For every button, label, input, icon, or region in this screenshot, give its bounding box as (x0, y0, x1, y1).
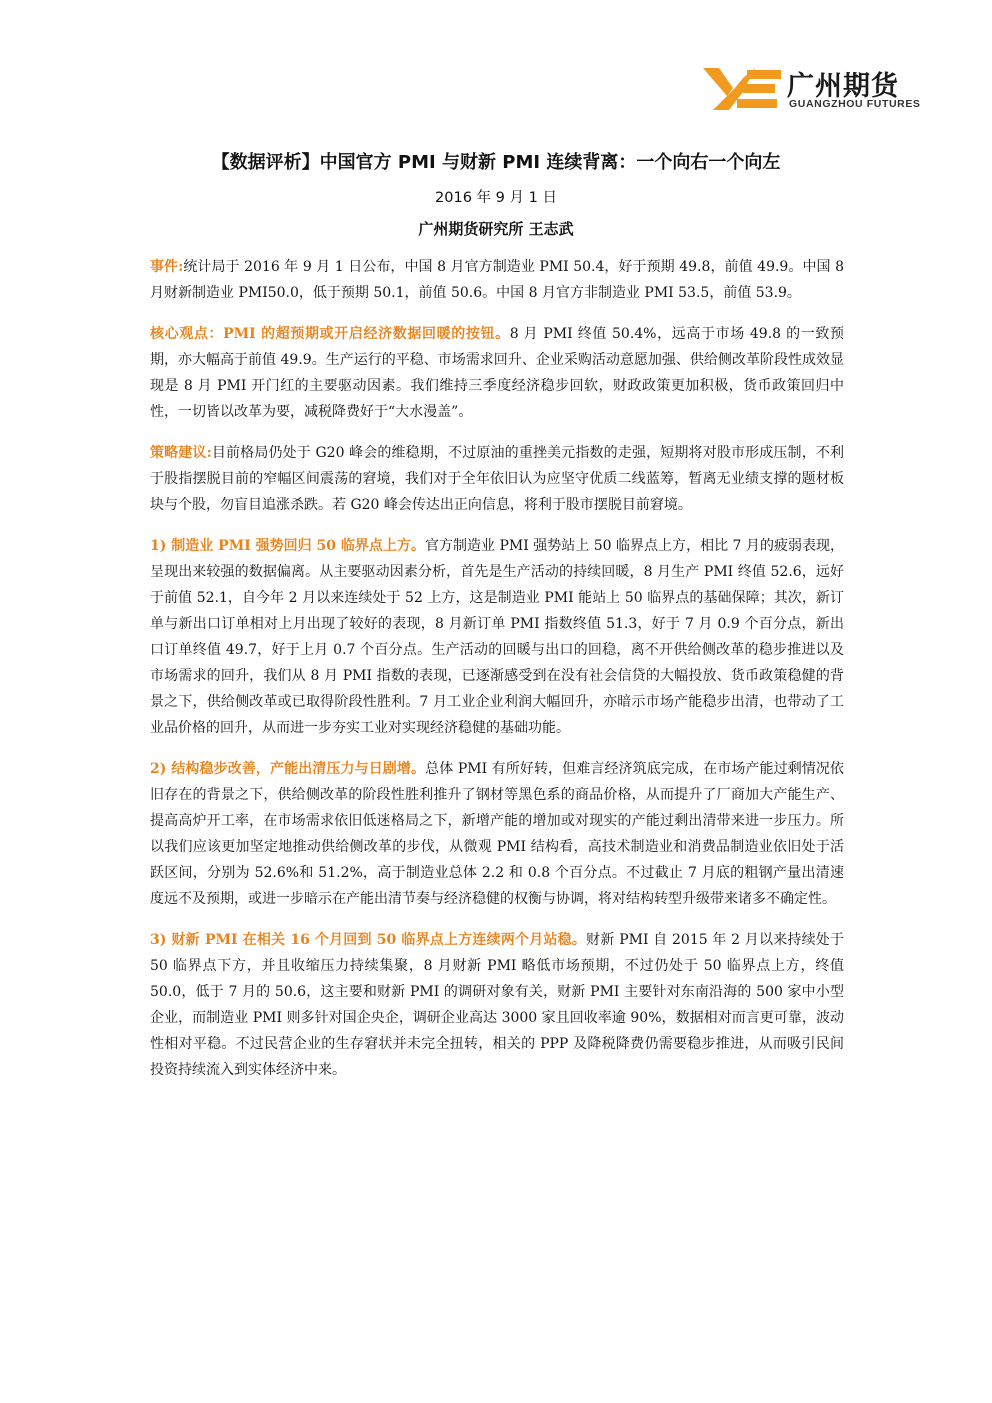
paragraph-text: 统计局于 2016 年 9 月 1 日公布，中国 8 月官方制造业 PMI 50.4，好于预期 49.8，前值 49.9。中国 8 月财新制造业 PMI50.0，低于预期 50.1，前值 50.6。中国 8 月官方非制造业 PMI 53.5，前值 53.9。 (150, 259, 844, 301)
paragraph-text: 官方制造业 PMI 强势站上 50 临界点上方，相比 7 月的疲弱表现，呈现出来较强的数据偏离。从主要驱动因素分析，首先是生产活动的持续回暖，8 月生产 PMI 终值 52.6，远好于前值 52.1，自今年 2 月以来连续处于 52 上方，这是制造业 PMI 能站上 50 临界点的基础保障；其次，新订单与新出口订单相对上月出现了较好的表现，8 月新订单 PMI 指数终值 51.3，好于 7 月 0.9 个百分点，新出口订单终值 49.7，好于上月 0.7 个百分点。生产活动的回暖与出口的回稳，离不开供给侧改革的稳步推进以及市场需求的回升，我们从 8 月 PMI 指数的表现，已逐渐感受到在没有社会信贷的大幅投放、货币政策稳健的背景之下，供给侧改革或已取得阶段性胜利。7 月工业企业利润大幅回升，亦暗示市场产能稳步出清，也带动了工业品价格的回升，从而进一步夯实工业对实现经济稳健的基础功能。 (150, 538, 844, 736)
paragraph-lead: 策略建议: (150, 445, 212, 461)
paragraph-point-3 (150, 927, 844, 1083)
logo-name: 广州期货 (787, 71, 899, 102)
paragraph-event (150, 254, 844, 306)
paragraph-lead: 3) 财新 PMI 在相关 16 个月回到 50 临界点上方连续两个月站稳。 (150, 932, 587, 948)
paragraph-lead: 2) 结构稳步改善，产能出清压力与日剧增。 (150, 761, 426, 777)
paragraph-text: 财新 PMI 自 2015 年 2 月以来持续处于 50 临界点下方，并且收缩压力持续集聚，8 月财新 PMI 略低市场预期，不过仍处于 50 临界点上方，终值 50.0，低于 7 月的 50.6，这主要和财新 PMI 的调研对象有关，财新 PMI 主要针对东南沿海的 500 家中小型企业，而制造业 PMI 则多针对国企央企，调研企业高达 3000 家且回收率逾 90%，数据相对而言更可靠，波动性相对平稳。不过民营企业的生存窘状并未完全扭转，相关的 PPP 及降税降费仍需要稳步推进，从而吸引民间投资持续流入到实体经济中来。 (150, 932, 844, 1078)
paragraph-text: 目前格局仍处于 G20 峰会的维稳期，不过原油的重挫美元指数的走强，短期将对股市形成压制，不利于股指摆脱目前的窄幅区间震荡的窘境，我们对于全年依旧认为应坚守优质二线蓝筹，暂离无业绩支撑的题材板块与个股，勿盲目追涨杀跌。若 G20 峰会传达出正向信息，将利于股市摆脱目前窘境。 (150, 445, 844, 513)
paragraph-core-view (150, 321, 844, 425)
paragraph-strategy (150, 440, 844, 518)
paragraph-point-2 (150, 756, 844, 912)
paragraph-point-1 (150, 533, 844, 741)
logo-english-name: GUANGZHOU FUTURES (789, 98, 921, 110)
document-body (150, 254, 844, 1098)
paragraph-text: 总体 PMI 有所好转，但难言经济筑底完成，在市场产能过剩情况依旧存在的背景之下，供给侧改革的阶段性胜利推升了钢材等黑色系的商品价格，从而提升了厂商加大产能生产、提高高炉开工率，在市场需求依旧低迷格局之下，新增产能的增加或对现实的产能过剩出清带来进一步压力。所以我们应该更加坚定地推动供给侧改革的步伐，从微观 PMI 结构看，高技术制造业和消费品制造业依旧处于活跃区间，分别为 52.6%和 51.2%，高于制造业总体 2.2 和 0.8 个百分点。不过截止 7 月底的粗钢产量出清速度远不及预期，或进一步暗示在产能出清节奏与经济稳健的权衡与协调，将对结构转型升级带来诸多不确定性。 (150, 761, 844, 907)
paragraph-lead: 1) 制造业 PMI 强势回归 50 临界点上方。 (150, 538, 425, 554)
document-date: 2016 年 9 月 1 日 (435, 190, 557, 206)
company-logo (703, 64, 923, 114)
document-title: 【数据评析】中国官方 PMI 与财新 PMI 连续背离：一个向右一个向左 (211, 152, 781, 173)
paragraph-text: 8 月 PMI 终值 50.4%，远高于市场 49.8 的一致预期，亦大幅高于前值 49.9。生产运行的平稳、市场需求回升、企业采购活动意愿加强、供给侧改革阶段性成效显现是 8 月 PMI 开门红的主要驱动因素。我们维持三季度经济稳步回软，财政政策更加积极，货币政策回归中性，一切皆以改革为要，减税降费好于“大水漫盖”。 (150, 326, 844, 420)
gz-futures-logo-icon (703, 66, 783, 112)
document-author: 广州期货研究所 王志武 (418, 220, 574, 238)
paragraph-lead: 事件: (150, 259, 184, 275)
paragraph-lead: 核心观点：PMI 的超预期或开启经济数据回暖的按钮。 (150, 326, 510, 342)
